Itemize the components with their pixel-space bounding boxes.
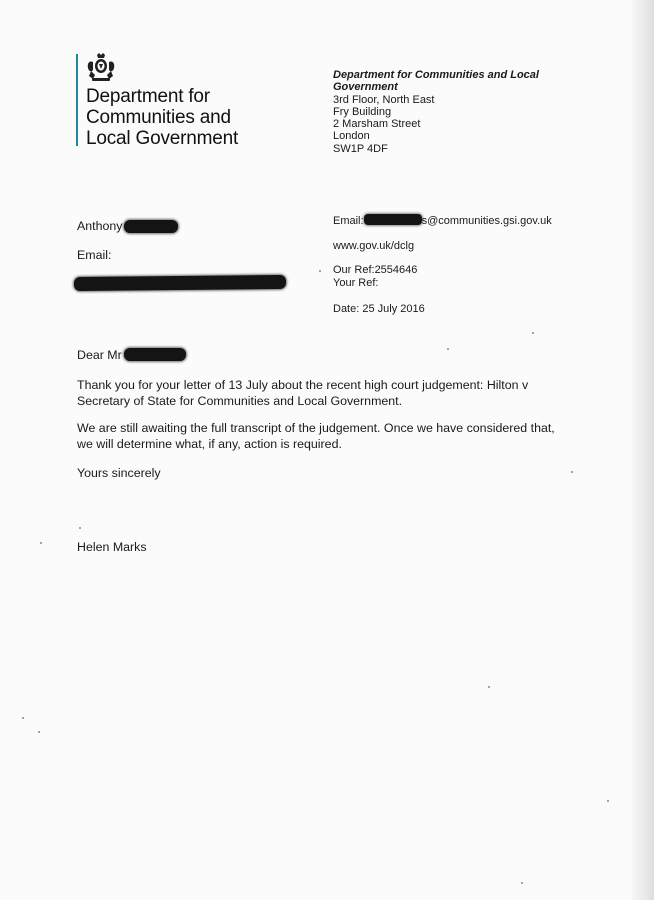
signatory-name: Helen Marks	[77, 540, 147, 554]
contact-website: www.gov.uk/dclg	[333, 240, 415, 252]
contact-email	[333, 214, 552, 227]
closing: Yours sincerely	[77, 466, 161, 480]
redacted-email-address	[74, 275, 286, 291]
org-line-3: Local Government	[86, 128, 239, 149]
scan-speck	[79, 527, 81, 529]
redacted-email-user	[364, 214, 422, 225]
royal-coat-of-arms-icon	[84, 52, 118, 84]
address-line-1: 3rd Floor, North East	[333, 93, 435, 106]
scan-speck	[532, 332, 534, 334]
scan-speck	[607, 800, 609, 802]
redacted-salutation-name	[124, 348, 186, 361]
address-dept-line-1: Department for Communities and Local	[333, 69, 539, 81]
org-line-1: Department for	[86, 86, 210, 107]
letter-date: Date: 25 July 2016	[333, 303, 425, 315]
scan-speck	[488, 686, 490, 688]
letterhead-rule	[76, 54, 78, 146]
contact-email-prefix: Email:	[333, 215, 364, 227]
department-name	[86, 86, 238, 149]
paragraph-1: Thank you for your letter of 13 July about the recent high court judgement: Hilton v Secretary of State for Communities and Local Government.	[77, 378, 529, 408]
paragraph-2: We are still awaiting the full transcript of the judgement. Once we have considered that, we will determine what, if any, action is required.	[77, 421, 555, 451]
redacted-surname	[124, 220, 178, 233]
your-reference: Your Ref:	[333, 277, 379, 289]
address-line-3: 2 Marsham Street	[333, 118, 421, 131]
scan-speck	[571, 471, 573, 473]
scan-speck	[22, 717, 24, 719]
scan-speck	[319, 270, 321, 272]
address-line-4: London	[333, 130, 370, 143]
address-line-5: SW1P 4DF	[333, 142, 388, 155]
scan-speck	[447, 348, 449, 350]
sender-address	[333, 69, 539, 155]
org-line-2: Communities and	[86, 107, 231, 128]
scan-speck	[40, 542, 42, 544]
recipient-email-label: Email:	[77, 248, 112, 262]
scan-speck	[38, 731, 40, 733]
recipient-name: Anthony	[77, 219, 123, 233]
contact-email-domain: s@communities.gsi.gov.uk	[421, 215, 552, 227]
address-dept-line-2: Government	[333, 81, 398, 94]
salutation: Dear Mr	[77, 348, 122, 362]
scan-speck	[521, 882, 523, 884]
address-line-2: Fry Building	[333, 105, 392, 118]
scan-page-edge	[632, 0, 654, 900]
our-reference: Our Ref:2554646	[333, 264, 418, 276]
